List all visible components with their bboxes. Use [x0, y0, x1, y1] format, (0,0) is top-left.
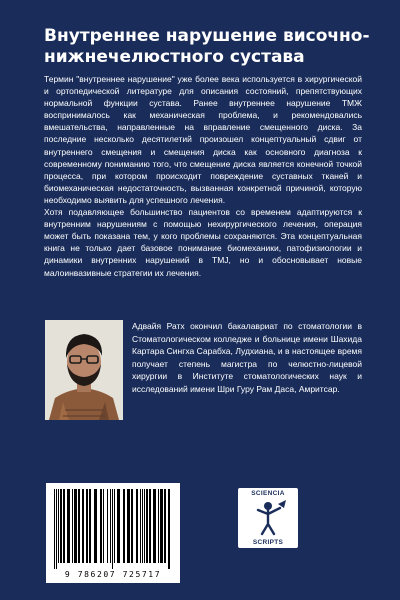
publisher-logo: [238, 488, 298, 548]
book-title: Внутреннее нарушение височно-нижнечелюстного сустава: [44, 26, 370, 67]
book-description: [44, 73, 362, 279]
author-photo: [45, 320, 123, 420]
description-paragraph-2: Хотя подавляющее большинство пациентов со временем адаптируются к внутренним нарушениям с помощью нехирургического лечения, операция может быть показана тем, у кого проблемы сохраняются. Эта концептуальная книга не только дает базовое понимание биомеханики, патофизиологии и динамики внутренних нарушений в TMJ, но и обосновывает новые малоинвазивные стратегии их лечения.: [44, 207, 362, 278]
author-bio: Адвайя Ратх окончил бакалавриат по стоматологии в Стоматологическом колледже и больнице имени Шахида Картара Сингха Сарабха, Лудхиана, и в настоящее время получает степень магистра по челюстно-лицевой хирургии в Институте стоматологических наук и исследований имени Шри Гуру Рам Даса, Амритсар.: [132, 321, 362, 394]
isbn-barcode: [46, 483, 180, 583]
publisher-name-top: SCIENCIA: [251, 490, 285, 497]
scientist-figure-icon: [248, 498, 288, 538]
publisher-name-bottom: SCRIPTS: [252, 539, 284, 546]
isbn-number: 9 786207 725717: [64, 570, 162, 579]
description-paragraph-1: Термин "внутреннее нарушение" уже более века используется в хирургической и ортопедической литературе для описания состояний, препятствующих нормальной функции сустава. Ранее внутреннее нарушение ТМЖ воспринималось как механическая проблема, и рекомендовались вмешательства, направленные на вправление смещенного диска. За последние несколько десятилетий произошел концептуальный сдвиг от внутреннего смещения и смещения диска как основного диагноза к современному пониманию того, что смещение диска является конечной точкой процесса, при котором происходит повреждение суставных тканей и биомеханическая недостаточность, вызванная конкретной причиной, которую необходимо выявить для успешного лечения.: [44, 74, 362, 205]
barcode-bars: [54, 489, 172, 569]
author-portrait-image: [45, 320, 123, 420]
